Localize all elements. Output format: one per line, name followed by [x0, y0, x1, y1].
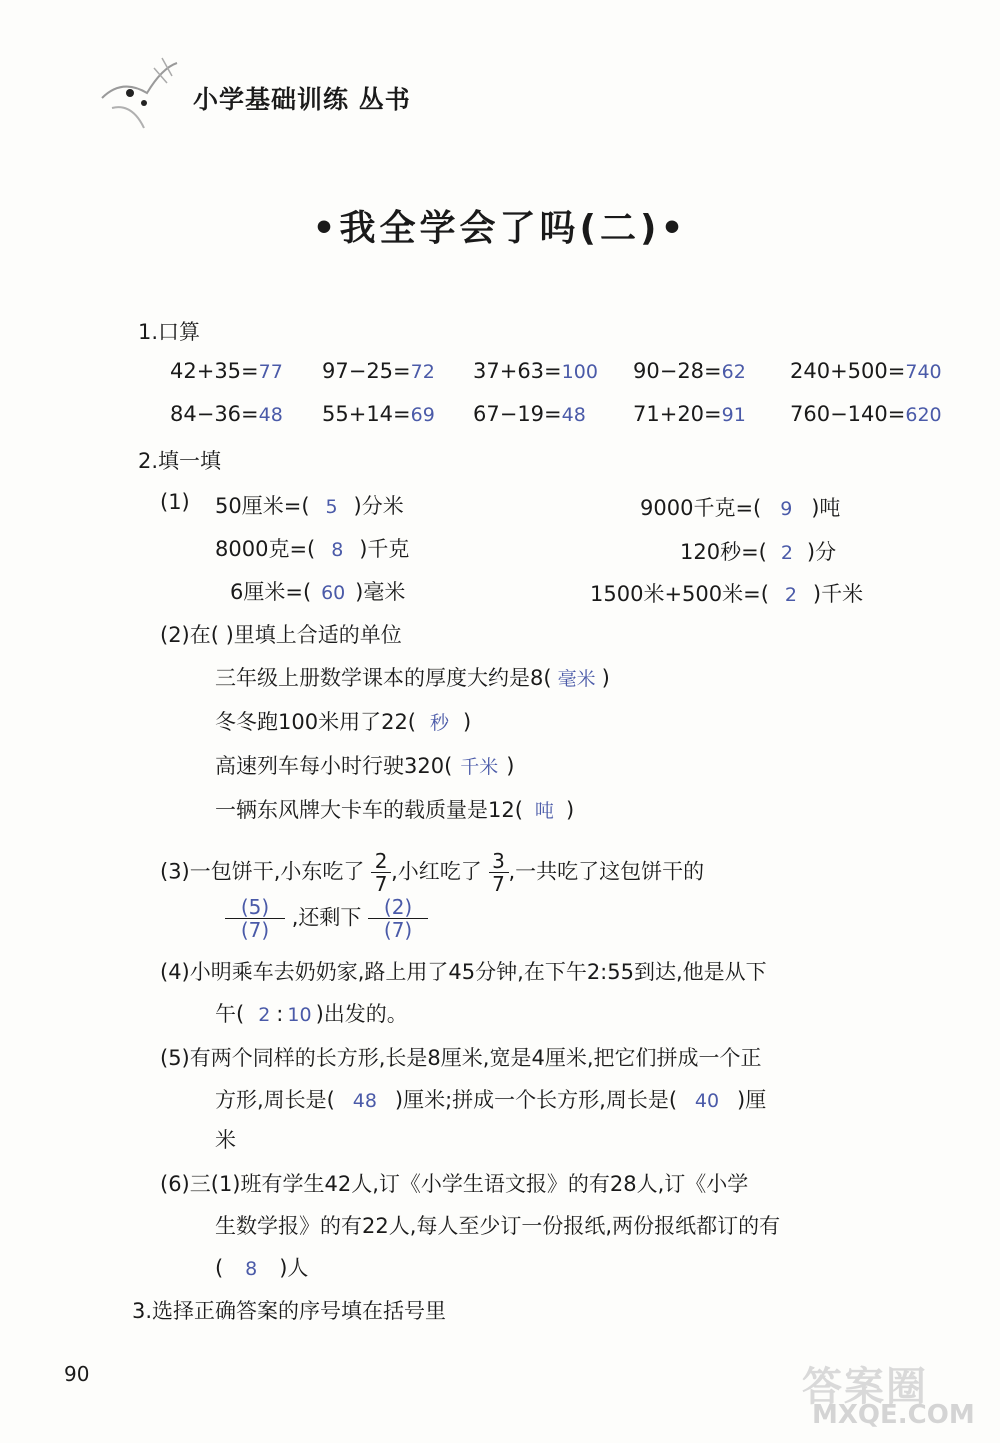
handwritten-answer: 2: [780, 542, 793, 564]
handwritten-fraction: $\frac{(5)}{(7)}$: [225, 896, 285, 941]
handwritten-answer: 2: [784, 584, 797, 606]
series-title: 小学基础训练 丛书: [193, 85, 411, 114]
q4-line-2: 午( 2 : 10 )出发的。: [215, 1002, 408, 1026]
handwritten-answer: 10: [287, 1004, 312, 1026]
handwritten-answer: 48: [258, 404, 283, 426]
handwritten-answer: 740: [905, 361, 942, 383]
handwritten-answer: 620: [905, 404, 942, 426]
q6-line-3: ( 8 )人: [215, 1256, 309, 1280]
handwritten-fraction: $\frac{(2)}{(7)}$: [368, 896, 428, 941]
handwritten-answer: 91: [721, 404, 746, 426]
calc-item: 37+63=100: [473, 359, 598, 383]
handwritten-answer: 72: [410, 361, 435, 383]
handwritten-answer: 9: [780, 498, 793, 520]
q5-line-2: 方形,周长是( 48 )厘米;拼成一个长方形,周长是( 40 )厘: [215, 1088, 767, 1112]
handwritten-answer: 40: [694, 1090, 720, 1112]
q2-label: (2)在( )里填上合适的单位: [160, 623, 402, 647]
watermark-url: MXQE.COM: [812, 1400, 975, 1430]
unit-conversion: 50厘米=( 5 )分米: [215, 494, 404, 518]
calc-item: 55+14=69: [322, 402, 435, 426]
handwritten-answer: 100: [561, 361, 598, 383]
unit-fill-line: 高速列车每小时行驶320( 千米 ): [215, 754, 515, 778]
unit-fill-line: 一辆东风牌大卡车的载质量是12( 吨 ): [215, 798, 575, 822]
handwritten-answer: 吨: [534, 800, 554, 822]
fraction: $\frac{2}{7}$: [371, 850, 391, 895]
handwritten-answer: 62: [721, 361, 746, 383]
page-number: 90: [64, 1362, 90, 1386]
handwritten-answer: 8: [245, 1258, 258, 1280]
section-2-heading: 2.填一填: [138, 449, 222, 473]
calc-item: 97−25=72: [322, 359, 435, 383]
section-3-heading: 3.选择正确答案的序号填在括号里: [132, 1299, 447, 1323]
handwritten-answer: 毫米: [557, 668, 596, 690]
handwritten-answer: 5: [325, 496, 338, 518]
handwritten-answer: 秒: [430, 712, 450, 734]
q1-label: (1): [160, 490, 190, 514]
unit-conversion: 6厘米=( 60 )毫米: [230, 580, 406, 604]
calc-item: 760−140=620: [790, 402, 942, 426]
q6-line-1: (6)三(1)班有学生42人,订《小学生语文报》的有28人,订《小学: [160, 1172, 749, 1196]
handwritten-answer: 8: [331, 539, 344, 561]
unit-fill-line: 三年级上册数学课本的厚度大约是8( 毫米 ): [215, 666, 610, 690]
handwritten-answer: 60: [321, 582, 346, 604]
q5-line-3: 米: [215, 1128, 236, 1152]
watermark-logo: 答案圈: [802, 1364, 928, 1410]
unit-fill-line: 冬冬跑100米用了22( 秒 ): [215, 710, 472, 734]
q3-line-1: (3)一包饼干,小东吃了 $\frac{2}{7}$ ,小红吃了 $\frac{3}{7}$ ,一共吃了这包饼干的: [160, 849, 705, 896]
unit-conversion: 8000克=( 8 )千克: [215, 537, 410, 561]
q4-line-1: (4)小明乘车去奶奶家,路上用了45分钟,在下午2:55到达,他是从下: [160, 960, 767, 984]
handwritten-answer: 48: [561, 404, 586, 426]
unit-conversion: 1500米+500米=( 2 )千米: [590, 582, 864, 606]
q5-line-1: (5)有两个同样的长方形,长是8厘米,宽是4厘米,把它们拼成一个正: [160, 1046, 762, 1070]
calc-item: 71+20=91: [633, 402, 746, 426]
handwritten-answer: 2: [258, 1004, 271, 1026]
calc-item: 90−28=62: [633, 359, 746, 383]
q3-line-2: $\frac{(5)}{(7)}$ ,还剩下 $\frac{(2)}{(7)}$: [225, 896, 428, 941]
handwritten-answer: 69: [410, 404, 435, 426]
calc-item: 42+35=77: [170, 359, 283, 383]
handwritten-answer: 千米: [460, 756, 499, 778]
handwritten-answer: 48: [352, 1090, 377, 1112]
section-1-heading: 1.口算: [138, 320, 201, 344]
header-decoration-icon: [92, 48, 182, 138]
unit-conversion: 9000千克=( 9 )吨: [640, 496, 841, 520]
calc-item: 67−19=48: [473, 402, 586, 426]
page-title: •我全学会了吗(二)•: [312, 208, 688, 249]
handwritten-answer: 77: [258, 361, 283, 383]
fraction: $\frac{3}{7}$: [489, 850, 509, 895]
calc-item: 84−36=48: [170, 402, 283, 426]
unit-conversion: 120秒=( 2 )分: [680, 540, 837, 564]
q6-line-2: 生数学报》的有22人,每人至少订一份报纸,两份报纸都订的有: [215, 1214, 781, 1238]
calc-item: 240+500=740: [790, 359, 942, 383]
